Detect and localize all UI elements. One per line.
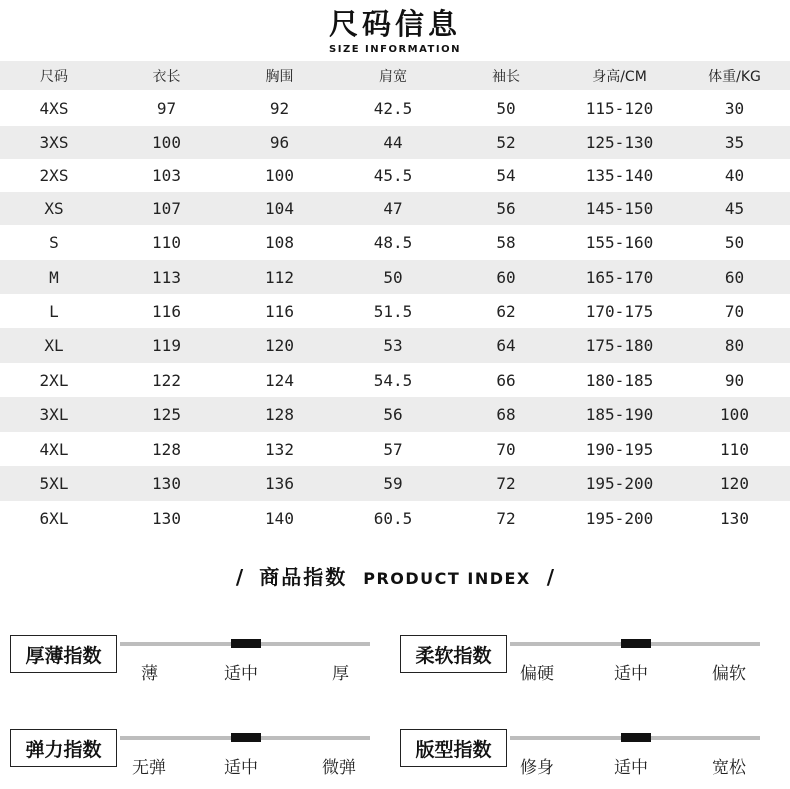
table-cell: 90 <box>724 370 745 390</box>
table-cell: 58 <box>496 233 516 252</box>
table-cell: 54.5 <box>373 370 413 390</box>
table-cell: 45.5 <box>373 166 413 185</box>
table-cell: 116 <box>265 301 294 321</box>
product-index-heading <box>0 561 790 590</box>
table-row <box>0 159 790 192</box>
table-row <box>0 328 790 363</box>
table-cell: 122 <box>152 370 181 390</box>
column-header: 身高/CM <box>592 68 647 85</box>
index-label: 弹力指数 <box>10 729 117 767</box>
index-marker <box>621 639 651 648</box>
index-option: 修身 <box>520 758 554 778</box>
table-cell: 51.5 <box>373 301 413 321</box>
table-cell: 30 <box>724 98 745 118</box>
table-header-row <box>0 61 790 90</box>
table-cell: 108 <box>265 233 294 252</box>
table-cell: 57 <box>383 439 403 459</box>
size-cell: 3XL <box>39 405 69 424</box>
index-option: 适中 <box>614 664 648 684</box>
index-option: 宽松 <box>712 758 746 778</box>
index-option: 适中 <box>224 758 258 778</box>
table-cell: 128 <box>152 439 181 459</box>
table-cell: 130 <box>152 508 181 528</box>
table-cell: 125-130 <box>585 133 654 152</box>
table-cell: 68 <box>496 405 516 424</box>
table-cell: 128 <box>265 405 294 424</box>
table-cell: 112 <box>265 267 294 287</box>
size-cell: 4XS <box>39 98 69 118</box>
table-cell: 40 <box>724 166 745 185</box>
table-cell: 130 <box>720 508 749 528</box>
table-cell: 56 <box>383 405 403 424</box>
size-cell: S <box>49 233 59 252</box>
table-cell: 120 <box>720 474 749 493</box>
table-cell: 53 <box>383 336 403 355</box>
table-cell: 136 <box>265 474 294 493</box>
table-row <box>0 126 790 159</box>
table-cell: 56 <box>496 199 516 218</box>
size-cell: 5XL <box>39 474 69 493</box>
table-row <box>0 260 790 294</box>
table-cell: 47 <box>383 199 403 218</box>
index-marker <box>621 733 651 742</box>
table-cell: 70 <box>496 439 516 459</box>
table-cell: 119 <box>152 336 181 355</box>
table-row <box>0 192 790 225</box>
table-cell: 116 <box>152 301 181 321</box>
table-cell: 35 <box>724 133 745 152</box>
table-cell: 44 <box>383 133 403 152</box>
size-cell: XS <box>44 199 64 218</box>
table-cell: 104 <box>265 199 294 218</box>
index-elasticity <box>10 729 380 789</box>
table-cell: 140 <box>265 508 294 528</box>
size-cell: 4XL <box>39 439 69 459</box>
table-cell: 64 <box>496 336 516 355</box>
table-cell: 107 <box>152 199 181 218</box>
size-cell: M <box>49 267 59 287</box>
size-cell: 2XS <box>39 166 69 185</box>
table-cell: 130 <box>152 474 181 493</box>
column-header: 体重/KG <box>708 68 761 85</box>
table-cell: 42.5 <box>373 98 413 118</box>
table-cell: 70 <box>724 301 745 321</box>
heading-zh: 商品指数 <box>259 565 348 589</box>
table-cell: 50 <box>496 98 516 118</box>
table-cell: 110 <box>720 439 749 459</box>
index-marker <box>231 733 261 742</box>
column-header: 衣长 <box>152 68 181 85</box>
table-row <box>0 501 790 535</box>
table-row <box>0 363 790 397</box>
index-label: 版型指数 <box>400 729 507 767</box>
table-cell: 100 <box>265 166 294 185</box>
heading-slash: / <box>235 565 244 589</box>
table-cell: 80 <box>724 336 745 355</box>
table-cell: 175-180 <box>585 336 654 355</box>
size-cell: 3XS <box>39 133 69 152</box>
size-table <box>0 61 790 535</box>
table-cell: 100 <box>720 405 749 424</box>
index-option: 适中 <box>614 758 648 778</box>
column-header: 尺码 <box>40 68 68 85</box>
table-cell: 54 <box>496 166 516 185</box>
size-cell: L <box>49 301 59 321</box>
column-header: 胸围 <box>265 68 294 85</box>
index-option: 无弹 <box>132 758 166 778</box>
table-cell: 165-170 <box>585 267 654 287</box>
table-cell: 60.5 <box>373 508 413 528</box>
table-cell: 52 <box>496 133 516 152</box>
column-header: 肩宽 <box>379 68 407 85</box>
table-cell: 195-200 <box>585 474 654 493</box>
index-label: 柔软指数 <box>400 635 507 673</box>
table-row <box>0 90 790 126</box>
table-cell: 45 <box>724 199 745 218</box>
table-row <box>0 397 790 432</box>
index-option: 适中 <box>224 664 258 684</box>
table-cell: 195-200 <box>585 508 654 528</box>
heading-en: PRODUCT INDEX <box>363 569 531 588</box>
page-title: 尺码信息 <box>328 7 461 41</box>
index-marker <box>231 639 261 648</box>
table-cell: 60 <box>724 267 745 287</box>
table-row <box>0 294 790 328</box>
table-cell: 145-150 <box>585 199 654 218</box>
table-cell: 135-140 <box>585 166 654 185</box>
table-row <box>0 432 790 466</box>
table-cell: 190-195 <box>585 439 654 459</box>
table-cell: 92 <box>269 98 290 118</box>
table-row <box>0 466 790 501</box>
table-cell: 132 <box>265 439 294 459</box>
size-cell: 2XL <box>39 370 69 390</box>
size-cell: XL <box>44 336 64 355</box>
size-cell: 6XL <box>39 508 69 528</box>
table-cell: 180-185 <box>585 370 654 390</box>
table-cell: 120 <box>265 336 294 355</box>
index-option: 偏硬 <box>520 664 554 684</box>
table-row <box>0 225 790 260</box>
table-cell: 97 <box>156 98 177 118</box>
heading-slash: / <box>546 565 555 589</box>
table-cell: 155-160 <box>585 233 654 252</box>
table-cell: 50 <box>383 267 403 287</box>
table-cell: 170-175 <box>585 301 654 321</box>
table-cell: 115-120 <box>585 98 654 118</box>
table-cell: 48.5 <box>373 233 413 252</box>
index-label: 厚薄指数 <box>10 635 117 673</box>
table-cell: 96 <box>269 133 290 152</box>
table-cell: 60 <box>496 267 516 287</box>
table-cell: 50 <box>724 233 745 252</box>
table-cell: 59 <box>383 474 403 493</box>
column-header: 袖长 <box>492 68 520 85</box>
table-cell: 72 <box>496 474 516 493</box>
table-cell: 110 <box>152 233 181 252</box>
index-option: 偏软 <box>712 664 746 684</box>
table-cell: 185-190 <box>585 405 654 424</box>
table-cell: 113 <box>152 267 181 287</box>
table-cell: 124 <box>265 370 294 390</box>
table-cell: 72 <box>496 508 516 528</box>
index-option: 厚 <box>332 664 349 684</box>
index-fit <box>400 729 770 789</box>
table-cell: 125 <box>152 405 181 424</box>
table-cell: 66 <box>496 370 516 390</box>
index-option: 薄 <box>141 664 158 684</box>
page-subtitle: SIZE INFORMATION <box>329 44 461 55</box>
table-cell: 62 <box>496 301 516 321</box>
index-thickness <box>10 635 380 695</box>
index-softness <box>400 635 770 695</box>
table-cell: 103 <box>152 166 181 185</box>
table-cell: 100 <box>152 133 181 152</box>
index-option: 微弹 <box>322 758 356 778</box>
